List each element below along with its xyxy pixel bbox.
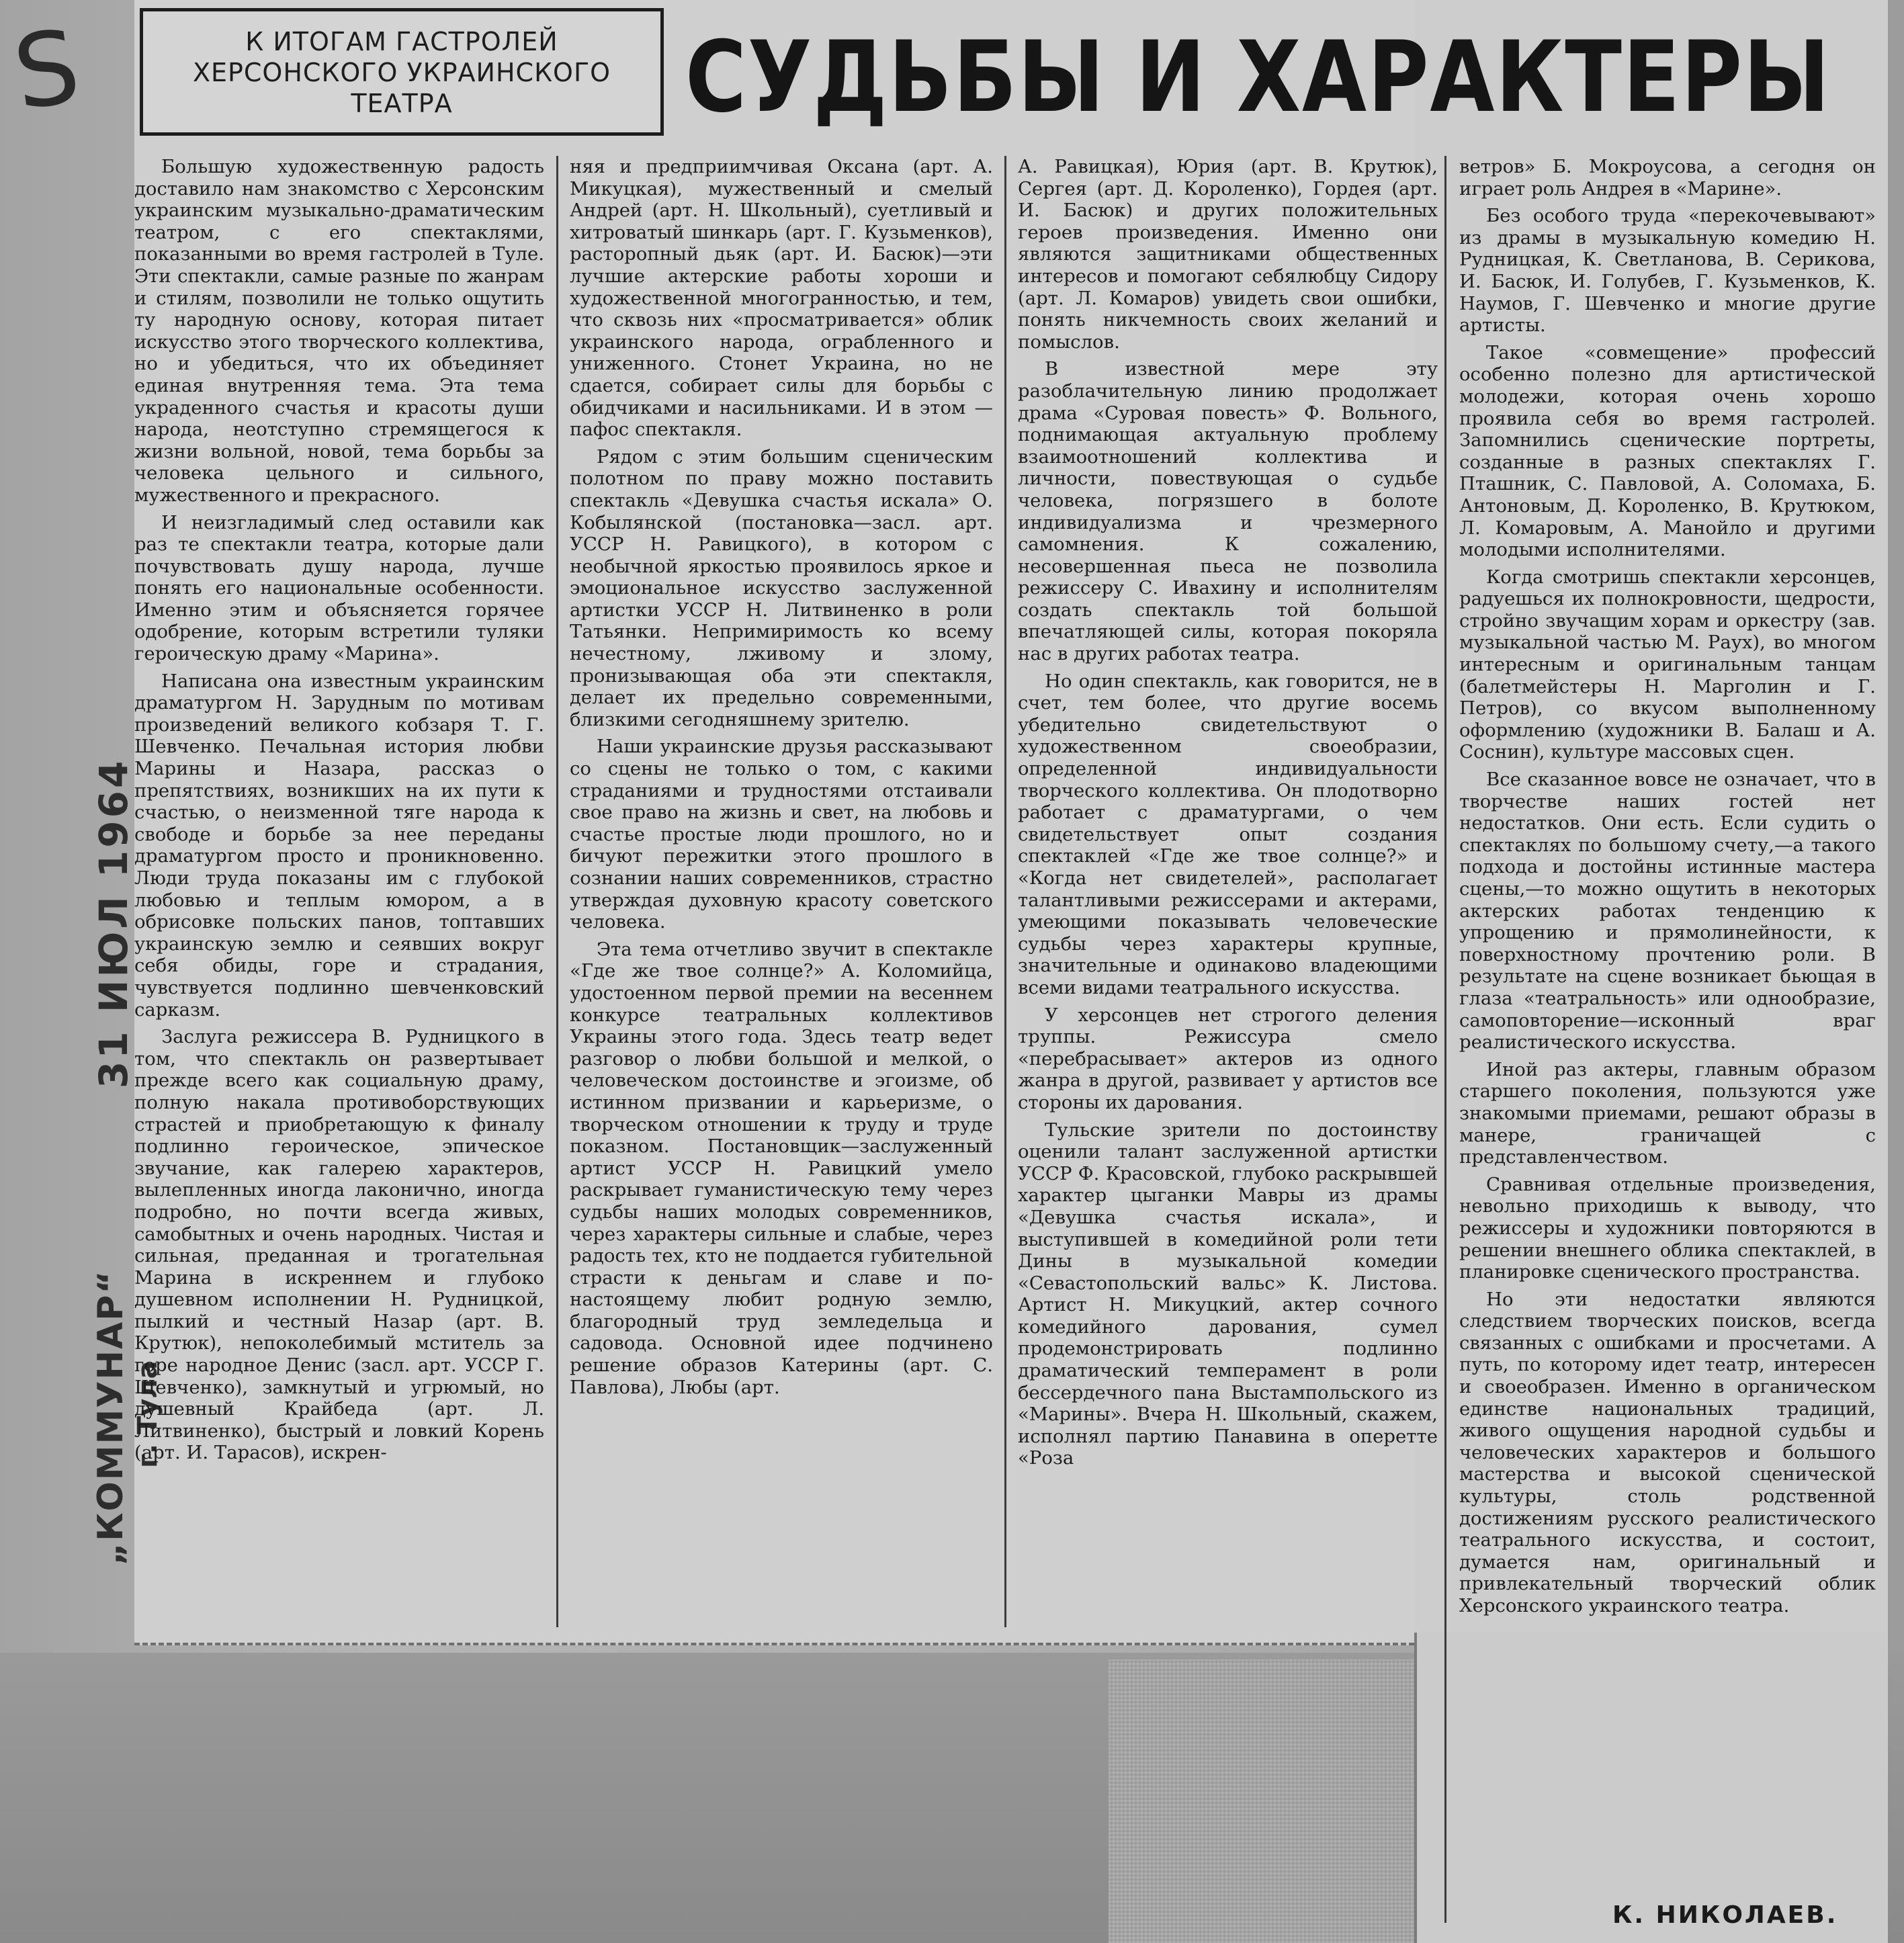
paragraph: Тульские зрители по достоинству оценили талант заслуженной артистки УССР Ф. Красовской, глубоко раскрывшей характер цыганки Мавры из драмы «Девушка счастья искала», и выступившей в комедийной роли тети Дины в музыкальной комедии «Севастопольский вальс» К. Листова. Артист Н. Микуцкий, актер сочного комедийного дарования, сумел продемонстрировать подлинно драматический темперамент в роли бессердечного пана Выстампольского из «Марины». Вчера Н. Школьный, скажем, исполнял партию Панавина в оперетте «Роза xyxy=(1018,1119,1438,1469)
article-column-1 xyxy=(134,156,544,1627)
paragraph: Наши украинские друзья рассказывают со сцены не только о том, с какими страданиями и трудностями отстаивали свое право на жизнь и свет, на любовь и счастье простые люди прошлого, но и бичуют пережитки этого прошлого в сознании наших современников, страстно утверждая духовную красоту советского человека. xyxy=(570,736,993,933)
paragraph: А. Равицкая), Юрия (арт. В. Крутюк), Сергея (арт. Д. Короленко), Гордея (арт. И. Басюк) и других положительных героев произведения. Именно они являются защитниками общественных интересов и помогают себялюбцу Сидору (арт. Л. Комаров) увидеть свои ошибки, понять никчемность своих желаний и помыслов. xyxy=(1018,156,1438,353)
article-headline: СУДЬБЫ И ХАРАКТЕРЫ xyxy=(685,20,1831,134)
paragraph: няя и предприимчивая Оксана (арт. А. Микуцкая), мужественный и смелый Андрей (арт. Н. Школьный), суетливый и хитроватый шинкарь (арт. Г. Кузьменков), расторопный дьяк (арт. И. Басюк)—эти лучшие актерские работы хороши и художественной многогранностью, и тем, что сквозь них «просматривается» облик украинского народа, ограбленного и униженного. Стонет Украина, но не сдается, собирает силы для борьбы с обидчиками и насильниками. И в этом — пафос спектакля. xyxy=(570,156,993,441)
paragraph: Такое «совмещение» профессий особенно полезно для артистической молодежи, которая очень хорошо проявила себя во время гастролей. Запомнились сценические портреты, созданные в разных спектаклях Г. Пташник, С. Павловой, А. Соломаха, Б. Антоновым, Д. Короленко, В. Крутюком, Л. Комаровым, А. Манойло и другими молодыми исполнителями. xyxy=(1459,341,1876,561)
paragraph: Написана она известным украинским драматургом Н. Зарудным по мотивам произведений великого кобзаря Т. Г. Шевченко. Печальная история любви Марины и Назара, рассказ о препятствиях, возникших на их пути к счастью, о неизменной тяге народа к свободе и борьбе за нее переданы драматургом просто и проникновенно. Люди труда показаны им с глубокой любовью и теплым юмором, а в обрисовке польских панов, топтавших украинскую землю и сеявших вокруг себя обиды, горе и страдания, чувствуется подлинно шевченковский сарказм. xyxy=(134,670,544,1021)
article-column-2 xyxy=(570,156,993,1627)
paragraph: И неизгладимый след оставили как раз те спектакли театра, которые дали почувствовать душу народа, лучше понять его национальные особенности. Именно этим и объясняется горячее одобрение, которым встретили туляки героическую драму «Марина». xyxy=(134,511,544,665)
paragraph: Большую художественную радость доставило нам знакомство с Херсонским украинским музыкально-драматическим театром, с его спектаклями, показанными во время гастролей в Туле. Эти спектакли, самые разные по жанрам и стилям, позволили не только ощутить ту народную основу, которая питает искусство этого творческого коллектива, но и убедиться, что их объединяет единая внутренняя тема. Эта тема украденного счастья и красоты души народа, неотступно стремящегося к жизни вольной, новой, тема борьбы за человека цельного и сильного, мужественного и прекрасного. xyxy=(134,156,544,506)
stamp-city: г. Тула xyxy=(132,1361,163,1468)
paragraph: Когда смотришь спектакли херсонцев, радуешься их полнокровности, щедрости, стройно звучащим хорам и оркестру (зав. музыкальной частью М. Раух), во многом интересным и оригинальным танцам (балетмейстеры Н. Марголин и Г. Петров), со вкусом выполненному оформлению (художники В. Балаш и А. Соснин), культуре массовых сцен. xyxy=(1459,566,1876,763)
paragraph: Все сказанное вовсе не означает, что в творчестве наших гостей нет недостатков. Они есть. Если судить о спектаклях по большому счету,—а такого подхода и достойны истинные мастера сцены,—то можно ощутить в некоторых актерских работах тенденцию к упрощению и прямолинейности, к поверхностному прочтению роли. В результате на сцене возникает бьющая в глаза «театральность» или однообразие, самоповторение—исконный враг реалистического искусства. xyxy=(1459,769,1876,1053)
kicker-line-1: К ИТОГАМ ГАСТРОЛЕЙ xyxy=(245,27,558,56)
stamp-date: 31 ИЮЛ 1964 xyxy=(91,758,136,1088)
handwritten-s-mark: S xyxy=(7,8,87,133)
column-rule xyxy=(556,156,558,1627)
paragraph: Но эти недостатки являются следствием творческих поисков, всегда связанных с ошибками и просчетами. А путь, по которому идет театр, интересен и своеобразен. Именно в органическом единстве национальных традиций, живого ощущения народной судьбы и человеческих характеров и большого мастерства и высокой сценической культуры, столь родственной достижениям русского реалистического театрального искусства, и состоит, думается нам, оригинальный и привлекательный творческий облик Херсонского украинского театра. xyxy=(1459,1288,1876,1616)
paragraph: Но один спектакль, как говорится, не в счет, тем более, что другие восемь убедительно свидетельствуют о художественном своеобразии, определенной индивидуальности творческого коллектива. Он плодотворно работает с драматургами, о чем свидетельствует опыт создания спектаклей «Где же твое солнце?» и «Когда нет свидетелей», располагает талантливыми режиссерами и актерами, умеющими показывать человеческие судьбы через характеры крупные, значительные и одинаково владеющими всеми видами театрального искусства. xyxy=(1018,670,1438,998)
paragraph: В известной мере эту разоблачительную линию продолжает драма «Суровая повесть» Ф. Вольного, поднимающая актуальную проблему взаимоотношений коллектива и личности, повествующая о судьбе человека, погрязшего в болоте индивидуализма и чрезмерного самомнения. К сожалению, несовершенная пьеса не позволила режиссеру С. Ивахину и исполнителям создать спектакль той большой впечатляющей силы, которая покоряла нас в других работах театра. xyxy=(1018,358,1438,665)
cloth-backing xyxy=(1109,1659,1431,1943)
column-rule xyxy=(1444,156,1446,1923)
author-signature: К. НИКОЛАЕВ. xyxy=(1612,1901,1838,1929)
article-column-3 xyxy=(1018,156,1438,1627)
paragraph: Сравнивая отдельные произведения, невольно приходишь к выводу, что режиссеры и художники повторяются в решении внешнего облика спектаклей, в планировке сценического пространства. xyxy=(1459,1173,1876,1283)
kicker-box xyxy=(140,8,664,136)
kicker-line-3: ТЕАТРА xyxy=(351,89,453,118)
paragraph: Эта тема отчетливо звучит в спектакле «Где же твое солнце?» А. Коломийца, удостоенном первой премии на весеннем конкурсе театральных коллективов Украины этого года. Здесь театр ведет разговор о любви большой и мелкой, о человеческом достоинстве и эгоизме, об истинном призвании и карьеризме, о творческом отношении к труду и труде показном. Постановщик—заслуженный артист УССР Н. Равицкий умело раскрывает гуманистическую тему через судьбы наших молодых современников, через характеры сильные и слабые, через радость тех, кто не поддается губительной страсти к деньгам и славе и по-настоящему любит родную землю, благородный труд земледельца и садовода. Основной идее подчинено решение образов Катерины (арт. С. Павлова), Любы (арт. xyxy=(570,938,993,1398)
paragraph: Без особого труда «перекочевывают» из драмы в музыкальную комедию Н. Рудницкая, К. Светланова, В. Серикова, И. Басюк, И. Голубев, Г. Кузьменков, К. Наумов, Г. Шевченко и многие другие артисты. xyxy=(1459,205,1876,337)
paragraph: Заслуга режиссера В. Рудницкого в том, что спектакль он развертывает прежде всего как социальную драму, полную накала противоборствующих страстей и приобретающую к финалу подлинно героическое, эпическое звучание, как галерею характеров, вылепленных иногда лаконично, иногда подробно, но почти всегда живых, самобытных и очень народных. Чистая и сильная, преданная и трогательная Марина в искреннем и глубоко душевном исполнении Н. Рудницкой, пылкий и честный Назар (арт. В. Крутюк), непоколебимый мститель за горе народное Денис (засл. арт. УССР Г. Шевченко), замкнутый и угрюмый, но душевный Крайбеда (арт. Л. Литвиненко), быстрый и ловкий Корень (арт. И. Тарасов), искрен- xyxy=(134,1026,544,1464)
article-column-4 xyxy=(1459,156,1876,1930)
paragraph: ветров» Б. Мокроусова, а сегодня он играет роль Андрея в «Марине». xyxy=(1459,156,1876,200)
stamp-newspaper-name: „КОММУНАР“ xyxy=(91,1269,131,1565)
kicker-line-2: ХЕРСОНСКОГО УКРАИНСКОГО xyxy=(192,58,611,87)
paragraph: Рядом с этим большим сценическим полотном по праву можно поставить спектакль «Девушка счастья искала» О. Кобылянской (постановка—засл. арт. УССР Н. Равицкого), в котором с необычной яркостью проявилось яркое и эмоциональное искусство заслуженной артистки УССР Н. Литвиненко в роли Татьянки. Непримиримость ко всему нечестному, лживому и злому, пронизывающая оба эти спектакля, делает их предельно современными, близкими сегодняшнему зрителю. xyxy=(570,445,993,730)
column-rule xyxy=(1004,156,1006,1627)
paragraph: Иной раз актеры, главным образом старшего поколения, пользуются уже знакомыми приемами, решают образы в манере, граничащей с представленчеством. xyxy=(1459,1058,1876,1168)
paragraph: У херсонцев нет строгого деления труппы. Режиссура смело «перебрасывает» актеров из одного жанра в другой, развивает у артистов все стороны их дарования. xyxy=(1018,1004,1438,1113)
